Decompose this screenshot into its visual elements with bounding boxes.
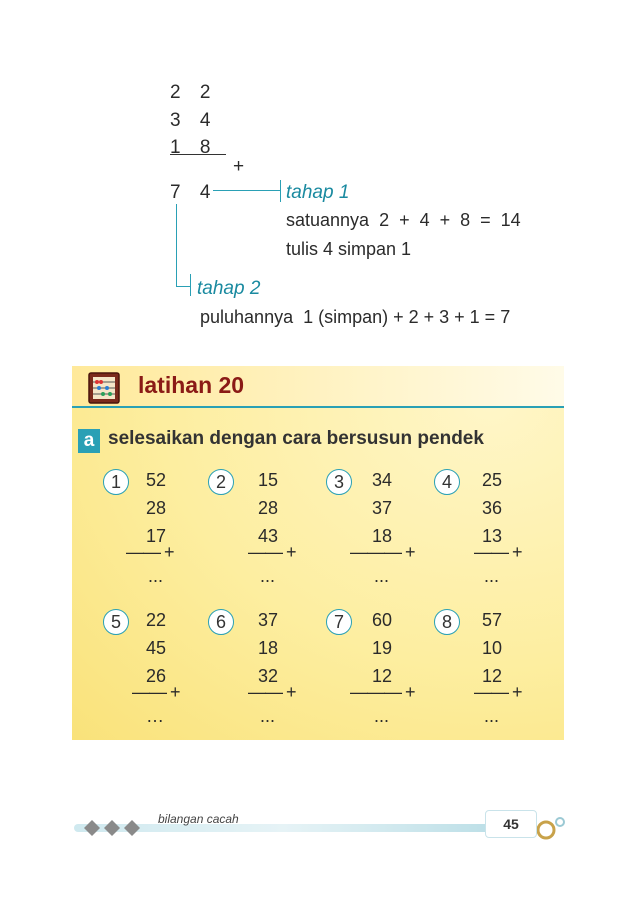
problem-7-answer: ... <box>374 706 390 726</box>
example-plus: + <box>233 156 245 177</box>
problem-4-addend-2: 36 <box>482 498 503 518</box>
abacus-icon <box>88 372 120 404</box>
problem-1-addend-3: 17 <box>146 526 167 546</box>
problem-7-addend-2: 19 <box>372 638 393 658</box>
problem-8-answer: ... <box>484 706 500 726</box>
step1-label: tahap 1 <box>286 182 350 203</box>
example-row-1: 2 2 <box>170 82 218 103</box>
step1-line1: satuannya 2 + 4 + 8 = 14 <box>286 210 521 230</box>
problem-8-number: 8 <box>434 609 460 635</box>
problem-1-rule: —— + <box>126 542 174 562</box>
step2-line1: puluhannya 1 (simpan) + 2 + 3 + 1 = 7 <box>200 307 511 327</box>
problem-7-rule: ——— + <box>350 682 415 702</box>
problem-3-addend-1: 34 <box>372 470 393 490</box>
problem-8-rule: —— + <box>474 682 522 702</box>
step1-connector <box>213 190 281 191</box>
problem-5-answer: … <box>146 706 164 726</box>
step2-connector-horizontal <box>176 286 190 287</box>
step2-tick <box>190 274 191 296</box>
exercise-title: latihan 20 <box>138 372 245 398</box>
problem-2-addend-3: 43 <box>258 526 279 546</box>
problem-3-answer: ... <box>374 566 390 586</box>
exercise-instruction: selesaikan dengan cara bersusun pendek <box>108 428 484 449</box>
problem-7-addend-3: 12 <box>372 666 393 686</box>
step2-connector-vertical <box>176 204 177 286</box>
problem-3-rule: ——— + <box>350 542 415 562</box>
problem-3-number: 3 <box>326 469 352 495</box>
problem-4-answer: ... <box>484 566 500 586</box>
problem-8-addend-3: 12 <box>482 666 503 686</box>
problem-2-number: 2 <box>208 469 234 495</box>
page-number: 45 <box>485 810 537 838</box>
problem-2-addend-2: 28 <box>258 498 279 518</box>
problem-4-rule: —— + <box>474 542 522 562</box>
example-result: 7 4 <box>170 182 218 203</box>
chapter-title: bilangan cacah <box>158 812 239 826</box>
problem-2-answer: ... <box>260 566 276 586</box>
problem-6-number: 6 <box>208 609 234 635</box>
problem-5-addend-3: 26 <box>146 666 167 686</box>
problem-6-addend-1: 37 <box>258 610 279 630</box>
problem-5-number: 5 <box>103 609 129 635</box>
exercise-box <box>72 366 564 740</box>
problem-4-number: 4 <box>434 469 460 495</box>
problem-7-number: 7 <box>326 609 352 635</box>
problem-6-addend-2: 18 <box>258 638 279 658</box>
problem-6-rule: —— + <box>248 682 296 702</box>
problem-6-addend-3: 32 <box>258 666 279 686</box>
example-rule <box>170 154 226 155</box>
problem-1-answer: ... <box>148 566 164 586</box>
step2-label: tahap 2 <box>197 278 261 299</box>
problem-8-addend-1: 57 <box>482 610 503 630</box>
example-row-2: 3 4 <box>170 110 218 131</box>
problem-3-addend-2: 37 <box>372 498 393 518</box>
problem-2-rule: —— + <box>248 542 296 562</box>
problem-1-addend-1: 52 <box>146 470 167 490</box>
problem-2-addend-1: 15 <box>258 470 279 490</box>
problem-5-addend-2: 45 <box>146 638 167 658</box>
problem-6-answer: ... <box>260 706 276 726</box>
problem-4-addend-3: 13 <box>482 526 503 546</box>
problem-1-addend-2: 28 <box>146 498 167 518</box>
problem-8-addend-2: 10 <box>482 638 503 658</box>
problem-3-addend-3: 18 <box>372 526 393 546</box>
problem-5-addend-1: 22 <box>146 610 167 630</box>
example-row-3: 1 8 <box>170 137 218 158</box>
step1-tick <box>280 180 281 202</box>
problem-7-addend-1: 60 <box>372 610 393 630</box>
problem-4-addend-1: 25 <box>482 470 503 490</box>
problem-5-rule: —— + <box>132 682 180 702</box>
step1-line2: tulis 4 simpan 1 <box>286 239 412 259</box>
problem-1-number: 1 <box>103 469 129 495</box>
section-letter-badge: a <box>78 429 100 453</box>
